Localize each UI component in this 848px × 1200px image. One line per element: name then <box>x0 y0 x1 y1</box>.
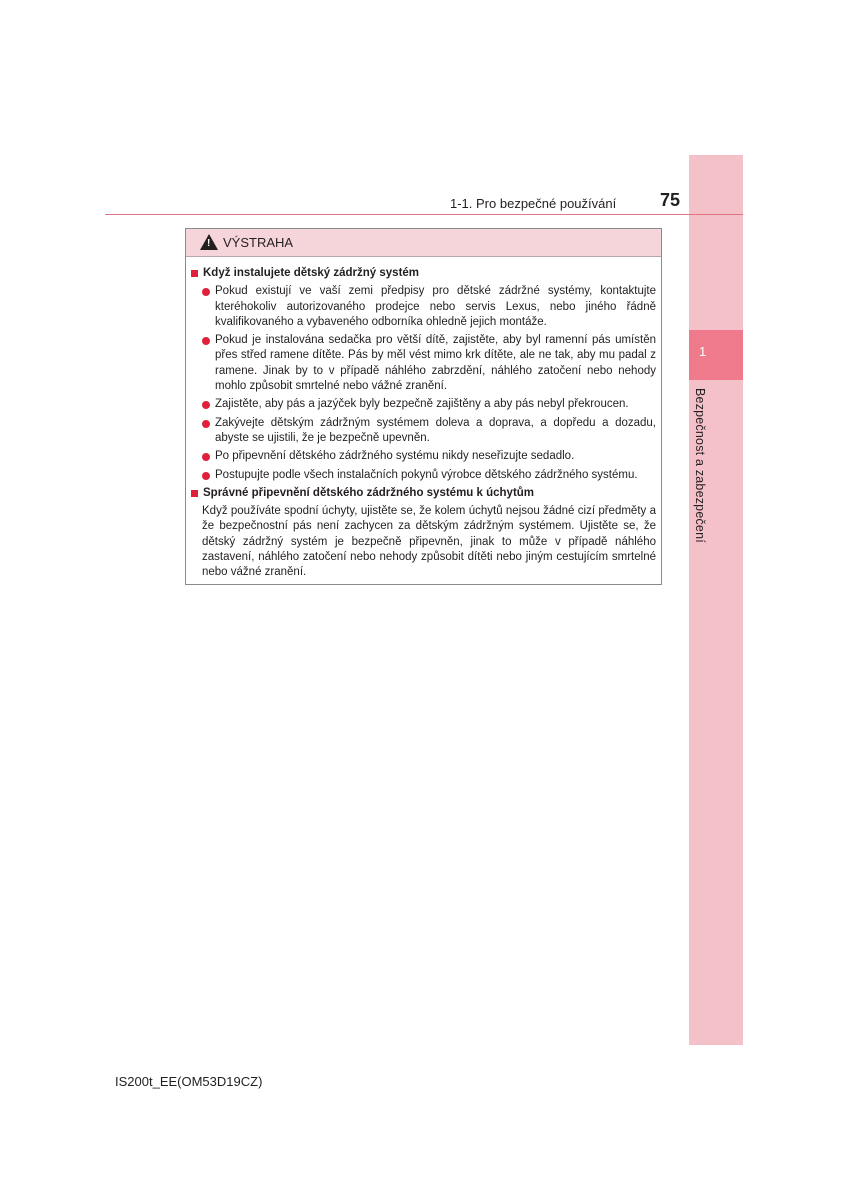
chapter-side-tab <box>689 155 743 1045</box>
header-divider <box>105 214 743 215</box>
list-item <box>191 416 656 447</box>
list-item <box>191 397 656 412</box>
circle-bullet-icon <box>202 401 210 409</box>
warning-title: VÝSTRAHA <box>223 235 294 250</box>
section-paragraph: Když používáte spodní úchyty, ujistěte se, že kolem úchytů nejsou žádné cizí předměty a že bezpečnostní pás není zachycen za dětským zádržným systémem. Ujistěte se, že dětský zádržný systém je bezpečně připevněn, jinak to může v případě náhlého zastavení, náhlého zatočení nebo nehody způsobit dítěti nebo jiným cestujícím smrtelné nebo vážné zranění. <box>202 505 656 579</box>
list-item <box>191 449 656 464</box>
chapter-label: Bezpečnost a zabezpečení <box>693 388 707 543</box>
square-bullet-icon <box>191 490 198 497</box>
section-heading-text: Když instalujete dětský zádržný systém <box>203 267 420 279</box>
circle-bullet-icon <box>202 420 210 428</box>
warning-body <box>191 266 656 581</box>
warning-header <box>186 229 661 257</box>
list-item <box>191 284 656 330</box>
chapter-number-tab[interactable] <box>689 330 743 380</box>
warning-box <box>185 228 662 585</box>
section-heading <box>191 486 656 501</box>
circle-bullet-icon <box>202 472 210 480</box>
list-item <box>191 333 656 394</box>
circle-bullet-icon <box>202 288 210 296</box>
list-item-text: Po připevnění dětského zádržného systému nikdy neseřizujte sedadlo. <box>215 450 575 463</box>
list-item-text: Pokud je instalována sedačka pro větší dítě, zajistěte, aby byl ramenní pás umístěn přes střed ramene dítěte. Pás by měl vést mimo krk dítěte, ale ne tak, aby mu padal z ramene. Jinak by to v případě náhlého zabrzdění, náhlého zatočení nebo nehody mohlo způsobit smrtelné nebo vážné zranění. <box>215 334 656 393</box>
list-item-text: Pokud existují ve vaší zemi předpisy pro dětské zádržné systémy, kontaktujte kteréhokoliv autorizovaného prodejce nebo servis Lexus, nebo jiného řádně kvalifikovaného a vybaveného odborníka ohledně jejich montáže. <box>215 285 656 328</box>
chapter-number: 1 <box>699 344 707 359</box>
page-number: 75 <box>660 190 681 210</box>
section-heading <box>191 266 656 281</box>
circle-bullet-icon <box>202 337 210 345</box>
list-item <box>191 468 656 483</box>
list-item-text: Zakývejte dětským zádržným systémem doleva a doprava, a dopředu a dozadu, abyste se ujistili, že je bezpečně upevněn. <box>215 416 656 444</box>
section-title: 1-1. Pro bezpečné používání <box>450 196 617 211</box>
square-bullet-icon <box>191 270 198 277</box>
section-heading-text: Správné připevnění dětského zádržného systému k úchytům <box>203 486 535 499</box>
document-code: IS200t_EE(OM53D19CZ) <box>115 1074 263 1089</box>
exclamation-icon: ! <box>207 238 211 249</box>
list-item-text: Zajistěte, aby pás a jazýček byly bezpečně zajištěny a aby pás nebyl překroucen. <box>215 398 629 411</box>
circle-bullet-icon <box>202 453 210 461</box>
list-item-text: Postupujte podle všech instalačních pokynů výrobce dětského zádržného systému. <box>215 468 638 481</box>
